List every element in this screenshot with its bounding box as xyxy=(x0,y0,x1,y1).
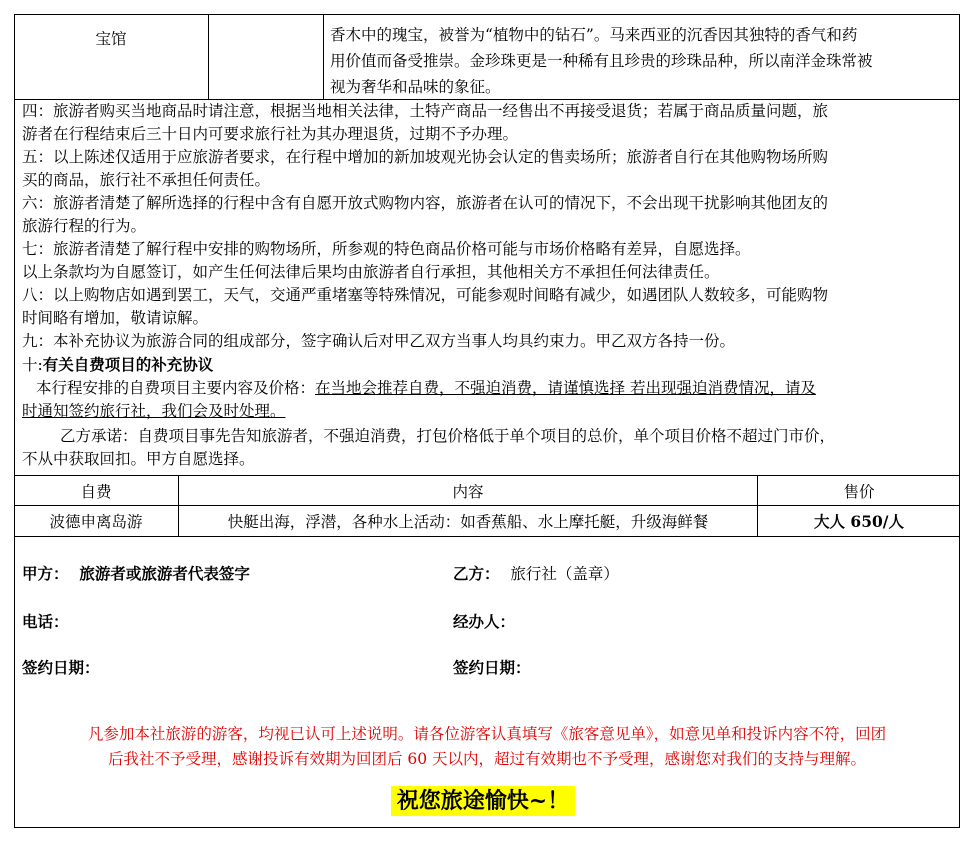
shop-desc-line: 用价值而备受推崇。金珍珠更是一种稀有且珍贵的珍珠品种，所以南洋金珠常被 xyxy=(330,52,873,70)
shop-empty-cell xyxy=(210,14,324,99)
section10-p1: 本行程安排的自费项目主要内容及价格：在当地会推荐自费，不强迫消费，请谨慎选择 若出现强迫消费情况，请及 xyxy=(36,379,816,397)
section10-p2-cont: 不从中获取回扣。甲方自愿选择。 xyxy=(22,450,255,468)
date-b-label: 签约日期： xyxy=(453,658,531,677)
fee-header-content: 内容 xyxy=(179,476,758,505)
fee-header-price: 售价 xyxy=(843,482,875,501)
phone-label: 电话： xyxy=(22,612,69,631)
term-line: 九：本补充协议为旅游合同的组成部分，签字确认后对甲乙双方当事人均具约束力。甲乙双方各持一份。 xyxy=(22,332,736,350)
shop-table-row xyxy=(14,14,960,100)
fee-header-item: 自费 xyxy=(14,476,179,505)
fee-item-price: 大人 650/人 xyxy=(814,512,904,531)
notice-text xyxy=(22,722,952,772)
term-line: 六：旅游者清楚了解所选择的行程中含有自愿开放式购物内容，旅游者在认可的情况下，不会出现干扰影响其他团友的 xyxy=(22,194,829,212)
terms-block xyxy=(22,100,950,471)
notice-line: 凡参加本社旅游的游客，均视已认可上述说明。请各位游客认真填写《旅客意见单》，如意见单和投诉内容不符，回团 xyxy=(87,725,887,743)
shop-name-cell: 宝馆 xyxy=(14,14,209,99)
section10-title: 十:有关自费项目的补充协议 xyxy=(22,355,214,374)
term-line: 时间略有增加，敬请谅解。 xyxy=(22,309,209,327)
fee-table-header xyxy=(14,476,960,506)
handler-label: 经办人： xyxy=(453,612,516,631)
term-line: 买的商品，旅行社不承担任何责任。 xyxy=(22,171,271,189)
party-a-signature: 甲方： 旅游者或旅游者代表签字 xyxy=(22,564,250,583)
table-row xyxy=(14,506,960,536)
shop-desc-line: 香木中的瑰宝，被誉为“植物中的钻石”。马来西亚的沉香因其独特的香气和药 xyxy=(330,26,858,44)
term-line: 四：旅游者购买当地商品时请注意，根据当地相关法律，土特产商品一经售出不再接受退货；若属于商品质量问题，旅 xyxy=(22,102,829,120)
term-line: 八：以上购物店如遇到罢工，天气，交通严重堵塞等特殊情况，可能参观时间略有减少，如遇团队人数较多，可能购物 xyxy=(22,286,829,304)
shop-description xyxy=(330,22,950,100)
shop-desc-line: 视为奢华和品味的象征。 xyxy=(330,78,501,96)
notice-line: 后我社不予受理，感谢投诉有效期为回团后 60 天以内，超过有效期也不予受理，感谢您对我们的支持与理解。 xyxy=(107,750,867,768)
term-line: 游者在行程结束后三十日内可要求旅行社为其办理退货，过期不予办理。 xyxy=(22,125,519,143)
term-line: 五：以上陈述仅适用于应旅游者要求，在行程中增加的新加坡观光协会认定的售卖场所；旅游者自行在其他购物场所购 xyxy=(22,148,829,166)
term-line: 七：旅游者清楚了解行程中安排的购物场所，所参观的特色商品价格可能与市场价格略有差异，自愿选择。 xyxy=(22,240,751,258)
fee-table xyxy=(14,475,960,537)
term-line: 旅游行程的行为。 xyxy=(22,217,147,235)
farewell-banner: 祝您旅途愉快~！ xyxy=(391,786,575,816)
section10-p2: 乙方承诺：自费项目事先告知旅游者，不强迫消费，打包价格低于单个项目的总价，单个项目价格不超过门市价， xyxy=(60,427,836,445)
fee-item-name: 波德申离岛游 xyxy=(14,506,179,536)
section10-p1-cont: 时通知签约旅行社，我们会及时处理。 xyxy=(22,402,286,420)
date-a-label: 签约日期： xyxy=(22,658,100,677)
fee-item-content: 快艇出海，浮潜，各种水上活动：如香蕉船、水上摩托艇，升级海鲜餐 xyxy=(179,506,758,536)
term-line: 以上条款均为自愿签订，如产生任何法律后果均由旅游者自行承担，其他相关方不承担任何法律责任。 xyxy=(22,263,720,281)
party-b-signature: 乙方： 旅行社（盖章） xyxy=(453,564,619,583)
